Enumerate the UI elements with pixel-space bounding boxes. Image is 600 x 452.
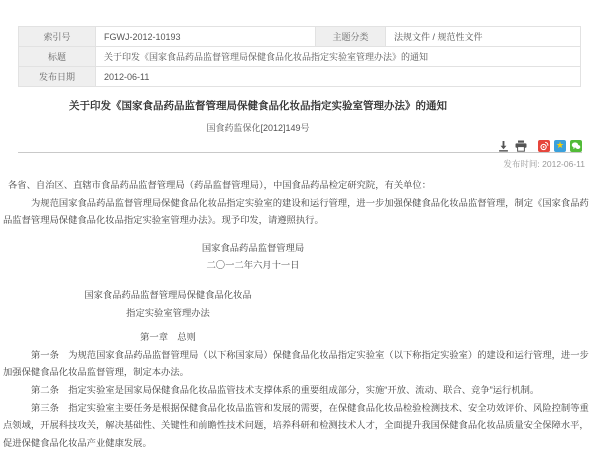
index-value: FGWJ-2012-10193	[96, 27, 316, 47]
category-label: 主题分类	[316, 27, 386, 47]
download-icon[interactable]	[497, 139, 510, 152]
header-separator	[18, 152, 582, 153]
article-3: 第三条 指定实验室主要任务是根据保健食品化妆品监管和发展的需要，在保健食品化妆品检验检测技术、安全功效评价、风险控制等重点领域，开展科技攻关，解决基础性、关键性和前瞻性技术问题，培养科研和检测技术人才，全面提升我国保健食品化妆品质量安全保障水平，促进保健食品化妆品产业健康发展。	[3, 402, 589, 448]
publish-time-value: 2012-06-11	[542, 159, 585, 169]
regulation-title-line1: 国家食品药品监督管理局保健食品化妆品	[84, 289, 252, 300]
publish-time	[503, 158, 585, 170]
table-row	[19, 27, 581, 47]
star-glyph: ★	[555, 140, 565, 151]
regulation-title	[3, 287, 333, 322]
date-label: 发布日期	[19, 67, 96, 87]
table-row	[19, 47, 581, 67]
regulation-title-line2: 指定实验室管理办法	[126, 307, 210, 318]
publish-time-label: 发布时间:	[503, 159, 540, 169]
signature-block	[3, 240, 503, 275]
signature-org: 国家食品药品监督管理局	[201, 242, 305, 253]
chapter-heading: 第一章 总则	[140, 332, 196, 343]
signature-date: 二〇一二年六月十一日	[206, 260, 300, 271]
intro-paragraph: 为规范国家食品药品监督管理局保健食品化妆品指定实验室的建设和运行管理，进一步加强保健食品化妆品监督管理，制定《国家食品药品监督管理局保健食品化妆品指定实验室管理办法》。现予印发，请遵照执行。	[3, 197, 589, 226]
toolbar	[497, 139, 582, 152]
document-info-table	[18, 26, 581, 87]
print-icon[interactable]	[514, 139, 527, 152]
title-value: 关于印发《国家食品药品监督管理局保健食品化妆品指定实验室管理办法》的通知	[96, 47, 581, 67]
share-wechat-icon[interactable]	[570, 140, 582, 152]
index-label: 索引号	[19, 27, 96, 47]
article-1: 第一条 为规范国家食品药品监督管理局（以下称国家局）保健食品化妆品指定实验室（以下称指定实验室）的建设和运行管理，进一步加强保健食品化妆品监督管理，制定本办法。	[3, 349, 589, 378]
doc-number: 国食药监保化[2012]149号	[206, 123, 310, 133]
table-row	[19, 67, 581, 87]
share-weibo-icon[interactable]	[538, 140, 550, 152]
article-2: 第二条 指定实验室是国家局保健食品化妆品监管技术支撑体系的重要组成部分，实施“开放、流动、联合、竞争”运行机制。	[31, 384, 540, 395]
document-body	[3, 177, 589, 452]
date-value: 2012-06-11	[96, 67, 581, 87]
page-title: 关于印发《国家食品药品监督管理局保健食品化妆品指定实验室管理办法》的通知	[69, 100, 447, 112]
share-qzone-icon[interactable]	[554, 140, 566, 152]
salutation: 各省、自治区、直辖市食品药品监督管理局（药品监督管理局），中国食品药品检定研究院，有关单位：	[8, 180, 432, 190]
category-value: 法规文件 / 规范性文件	[386, 27, 581, 47]
title-label: 标题	[19, 47, 96, 67]
